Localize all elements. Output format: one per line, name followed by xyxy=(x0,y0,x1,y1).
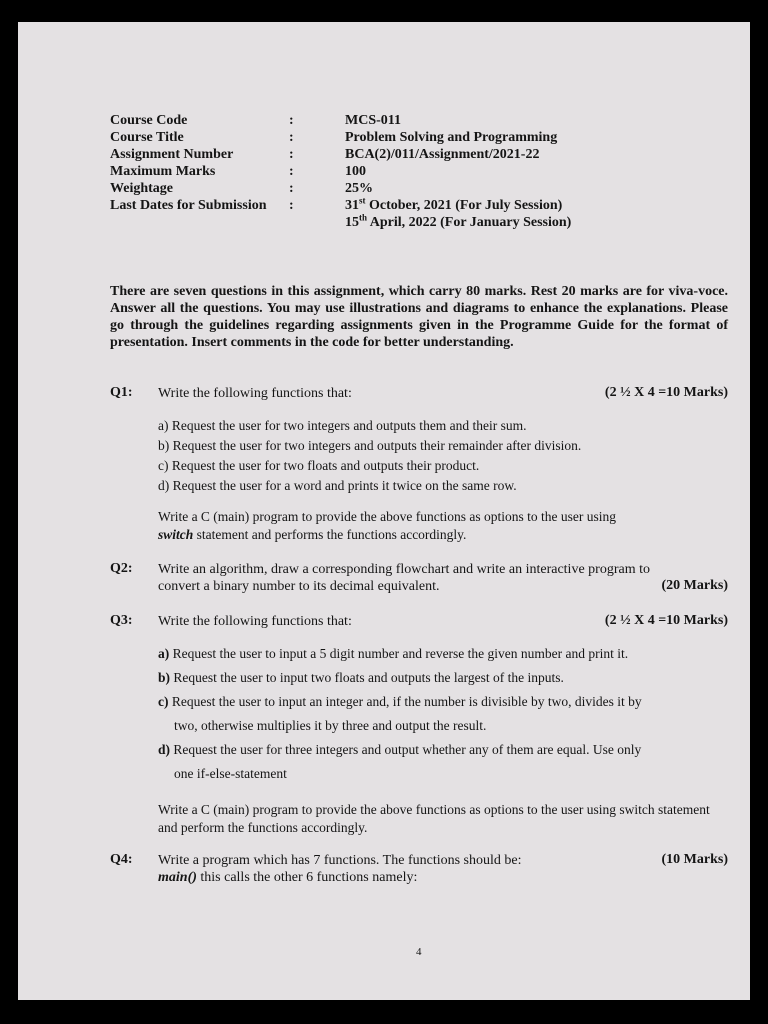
assignment-number-row xyxy=(110,146,728,163)
meta-label: Maximum Marks xyxy=(110,164,216,179)
meta-colon: : xyxy=(289,130,294,145)
meta-value: 31st October, 2021 (For July Session) xyxy=(345,195,563,213)
meta-value: 15th April, 2022 (For January Session) xyxy=(345,212,572,230)
meta-colon: : xyxy=(289,113,294,128)
question-text: Write a program which has 7 functions. The functions should be: main() this calls the other 6 functions namely: xyxy=(158,853,522,885)
list-item: a) Request the user to input a 5 digit number and reverse the given number and print it. xyxy=(158,646,629,661)
instructions-paragraph: There are seven questions in this assignment, which carry 80 marks. Rest 20 marks are for viva-voce. Answer all the questions. You may use illustrations and diagrams to enhance the explanations. Please go through the guidelines regarding assignments given in the Programme Guide for the format of presentation. Insert comments in the code for better understanding. xyxy=(110,284,728,350)
maximum-marks-row xyxy=(110,163,728,180)
weightage-row xyxy=(110,180,728,197)
list-item: d) Request the user for a word and prints it twice on the same row. xyxy=(158,478,517,493)
meta-value: MCS-011 xyxy=(345,113,401,128)
question-number: Q4: xyxy=(110,852,133,867)
meta-value: 100 xyxy=(345,164,366,179)
meta-colon: : xyxy=(289,181,294,196)
question-1-instruction: Write a C (main) program to provide the above functions as options to the user using switch statement and performs the functions accordingly. xyxy=(158,509,616,542)
meta-value: 25% xyxy=(345,181,373,196)
meta-value: Problem Solving and Programming xyxy=(345,130,558,145)
course-info-table xyxy=(110,112,728,244)
assignment-content xyxy=(110,112,728,885)
meta-label: Last Dates for Submission xyxy=(110,198,267,213)
question-number: Q1: xyxy=(110,385,133,400)
list-item: b) Request the user to input two floats and outputs the largest of the inputs. xyxy=(158,670,564,685)
question-number: Q3: xyxy=(110,613,133,628)
meta-colon: : xyxy=(289,147,294,162)
question-text: Write the following functions that: xyxy=(158,614,352,629)
list-item: c) Request the user to input an integer and, if the number is divisible by two, divides it by two, otherwise multiplies it by three and output the result. xyxy=(158,694,642,733)
list-item: b) Request the user for two integers and outputs their remainder after division. xyxy=(158,438,582,453)
question-marks: (2 ½ X 4 =10 Marks) xyxy=(604,613,728,628)
question-marks: (10 Marks) xyxy=(661,852,728,867)
question-text: Write the following functions that: xyxy=(158,386,352,401)
course-code-row xyxy=(110,112,728,129)
list-item: d) Request the user for three integers and output whether any of them are equal. Use only one if-else-statement xyxy=(158,742,642,781)
page-number: 4 xyxy=(416,946,422,958)
meta-value: BCA(2)/011/Assignment/2021-22 xyxy=(345,147,540,162)
meta-label: Assignment Number xyxy=(110,147,234,162)
question-marks: (2 ½ X 4 =10 Marks) xyxy=(604,385,728,400)
question-text: Write an algorithm, draw a corresponding flowchart and write an interactive program to convert a binary number to its decimal equivalent. xyxy=(158,562,650,594)
meta-label: Course Title xyxy=(110,130,184,145)
meta-label: Weightage xyxy=(110,181,173,196)
meta-colon: : xyxy=(289,198,294,213)
meta-label: Course Code xyxy=(110,113,188,128)
list-item: c) Request the user for two floats and outputs their product. xyxy=(158,458,480,473)
question-number: Q2: xyxy=(110,561,133,576)
list-item: a) Request the user for two integers and outputs them and their sum. xyxy=(158,418,527,433)
document-page xyxy=(18,22,750,1000)
submission-date-row xyxy=(110,197,728,214)
meta-colon: : xyxy=(289,164,294,179)
question-marks: (20 Marks) xyxy=(661,578,728,593)
submission-date-row-2 xyxy=(110,214,728,231)
question-3-instruction: Write a C (main) program to provide the above functions as options to the user using switch statement and perform the functions accordingly. xyxy=(158,802,710,835)
course-title-row xyxy=(110,129,728,146)
